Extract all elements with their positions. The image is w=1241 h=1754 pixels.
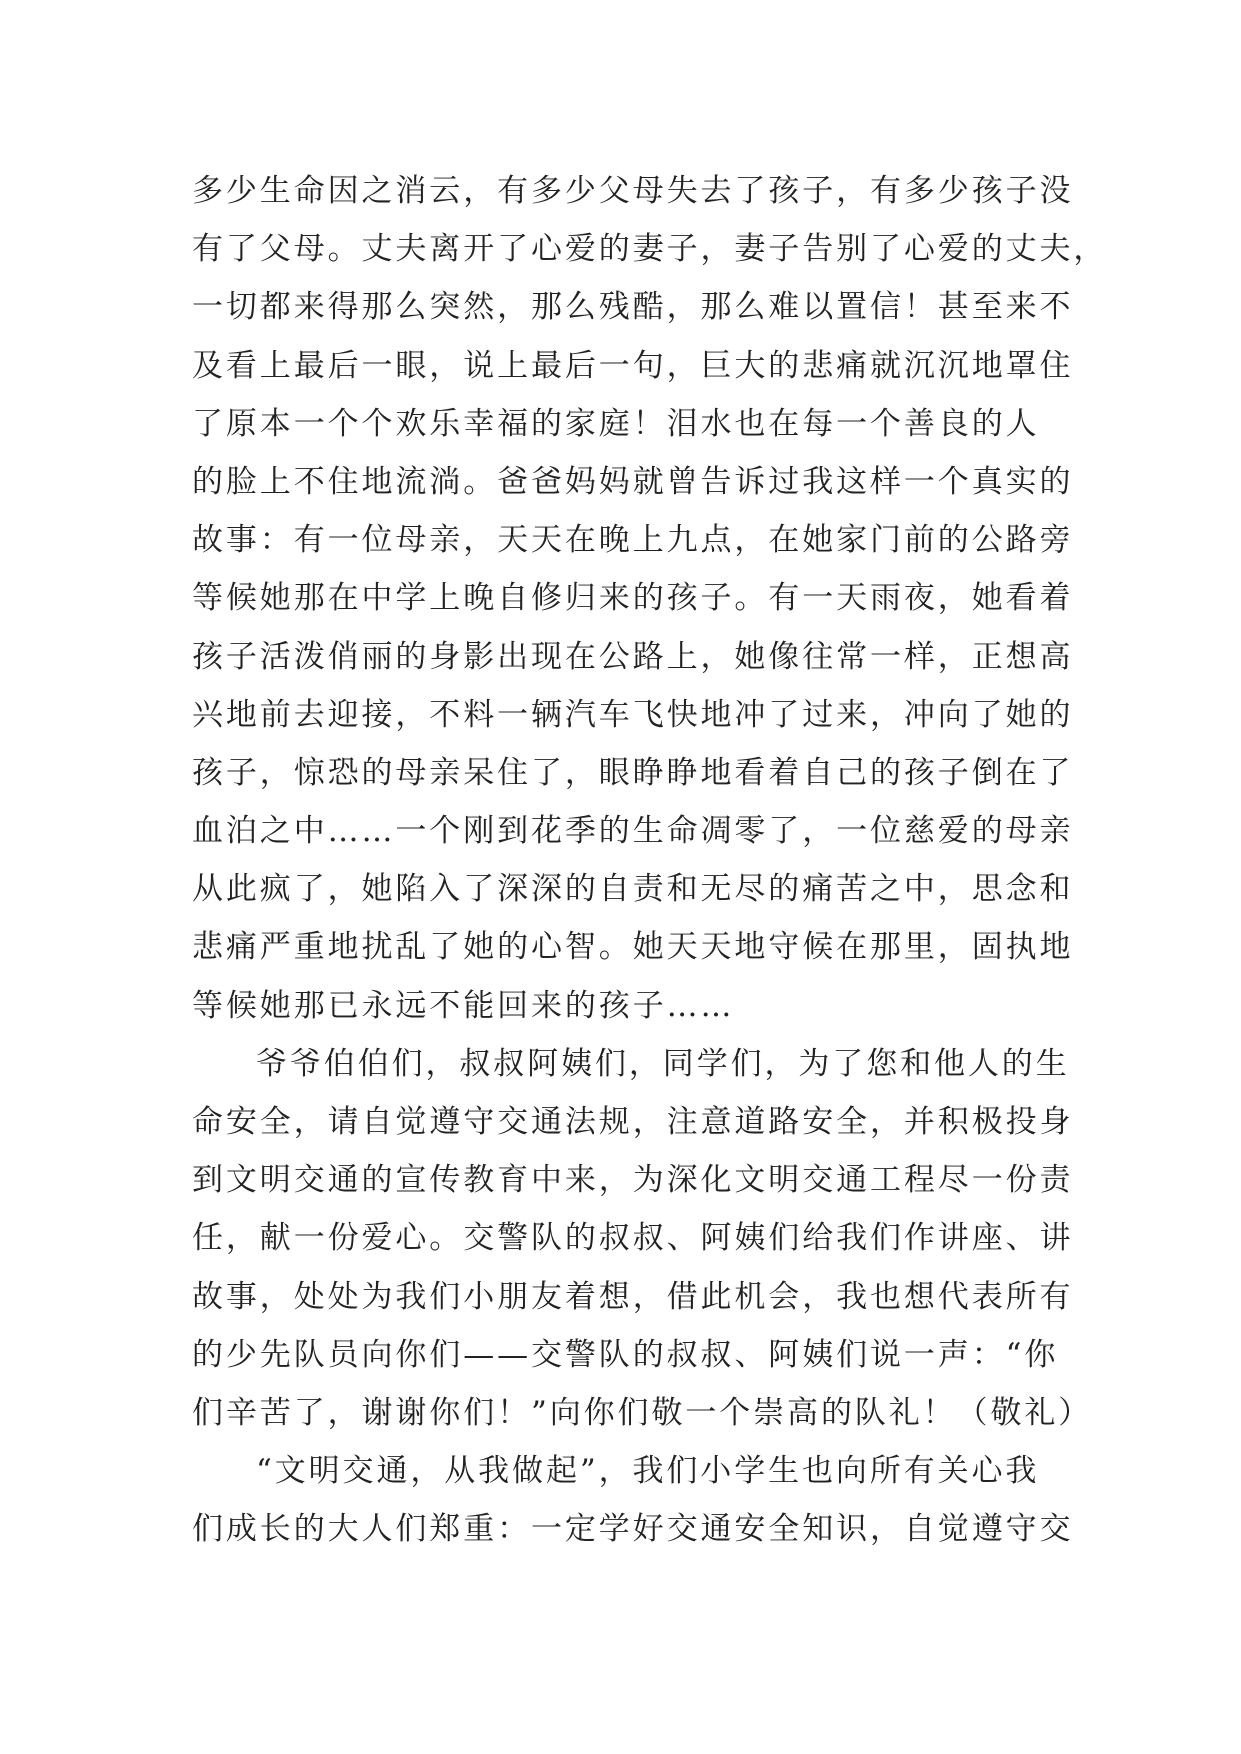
text-line: 血泊之中……一个刚到花季的生命凋零了，一位慈爱的母亲	[192, 813, 1074, 850]
text-line: 孩子，惊恐的母亲呆住了，眼睁睁地看着自己的孩子倒在了	[192, 754, 1074, 791]
text-line: 故事：有一位母亲，天天在晚上九点，在她家门前的公路旁	[192, 522, 1074, 559]
text-line: 命安全，请自觉遵守交通法规，注意道路安全，并积极投身	[192, 1104, 1074, 1140]
text-line: 一切都来得那么突然，那么残酷，那么难以置信！甚至来不	[192, 289, 1074, 326]
text-line: 及看上最后一眼，说上最后一句，巨大的悲痛就沉沉地罩住	[192, 347, 1074, 384]
text-line: 的脸上不住地流淌。爸爸妈妈就曾告诉过我这样一个真实的	[192, 463, 1074, 500]
text-line: 任，献一份爱心。交警队的叔叔、阿姨们给我们作讲座、讲	[192, 1220, 1074, 1257]
text-line: 有了父母。丈夫离开了心爱的妻子，妻子告别了心爱的丈夫，	[192, 231, 1108, 268]
text-line: 们辛苦了，谢谢你们！”向你们敬一个崇高的队礼！（敬礼）	[192, 1394, 1093, 1431]
text-line: 爷爷伯伯们，叔叔阿姨们，同学们，为了您和他人的生	[256, 1045, 1070, 1082]
text-line: 从此疯了，她陷入了深深的自责和无尽的痛苦之中，思念和	[192, 871, 1074, 908]
text-line: 了原本一个个欢乐幸福的家庭！泪水也在每一个善良的人	[192, 405, 1040, 442]
text-line: 到文明交通的宣传教育中来，为深化文明交通工程尽一份责	[192, 1162, 1074, 1199]
text-line: 孩子活泼俏丽的身影出现在公路上，她像往常一样，正想高	[192, 638, 1074, 675]
text-line: 们成长的大人们郑重：一定学好交通安全知识，自觉遵守交	[192, 1511, 1074, 1548]
document-body	[192, 162, 1108, 1559]
text-line: “文明交通，从我做起”，我们小学生也向所有关心我	[256, 1453, 1040, 1490]
text-line: 等候她那已永远不能回来的孩子……	[192, 987, 735, 1024]
text-line: 的少先队员向你们——交警队的叔叔、阿姨们说一声：“你	[192, 1336, 1059, 1373]
text-line: 悲痛严重地扰乱了她的心智。她天天地守候在那里，固执地	[192, 929, 1074, 966]
paragraph	[192, 1442, 1074, 1558]
text-line: 故事，处处为我们小朋友着想，借此机会，我也想代表所有	[192, 1278, 1074, 1315]
text-line: 兴地前去迎接，不料一辆汽车飞快地冲了过来，冲向了她的	[192, 696, 1074, 733]
paragraph	[192, 1035, 1093, 1442]
text-line: 等候她那在中学上晚自修归来的孩子。有一天雨夜，她看着	[192, 580, 1074, 617]
paragraph	[192, 162, 1108, 1035]
text-line: 多少生命因之消云，有多少父母失去了孩子，有多少孩子没	[192, 173, 1074, 209]
